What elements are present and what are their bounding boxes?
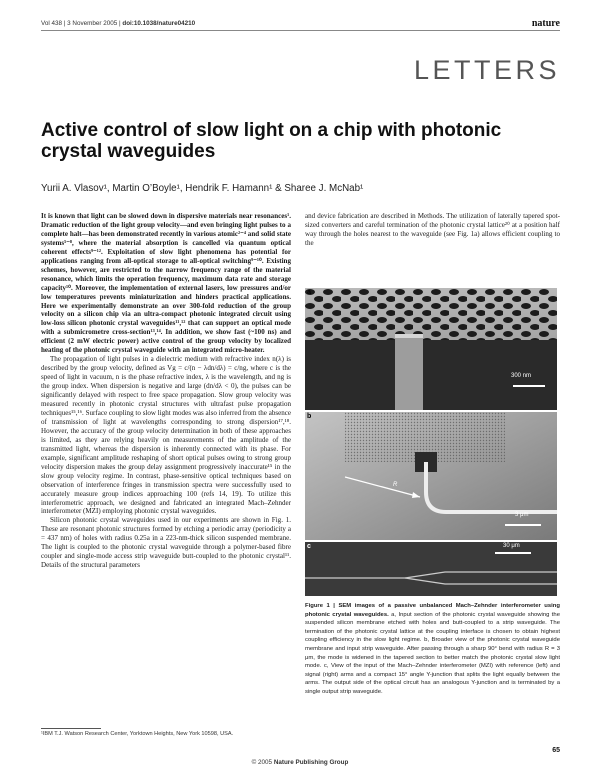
panel-label: c bbox=[307, 543, 311, 550]
author-list: Yurii A. Vlasov¹, Martin O’Boyle¹, Hendrik F. Hamann¹ & Sharee J. McNab¹ bbox=[41, 183, 364, 194]
body-paragraph: and device fabrication are described in Methods. The utilization of laterally tapered spot-sized converters and careful termination of the photonic crystal lattice²⁰ at a position half way through the holes nearest to the waveguide (see Fig. 1a) allows efficient coupling to the bbox=[305, 212, 560, 247]
panel-label: a bbox=[307, 289, 311, 296]
article-title: Active control of slow light on a chip with photonic crystal waveguides bbox=[41, 120, 502, 162]
figure-panel-c bbox=[305, 542, 557, 596]
header-divider bbox=[41, 30, 560, 31]
sem-image-b bbox=[305, 412, 557, 540]
figure-panel-a bbox=[305, 288, 557, 410]
figure-1 bbox=[305, 288, 557, 596]
scale-bar-label: 30 μm bbox=[503, 543, 520, 549]
scale-bar-label: 300 nm bbox=[511, 373, 532, 379]
bend-radius-label: R bbox=[393, 482, 398, 488]
figure-caption bbox=[305, 602, 560, 697]
publisher-name: Nature Publishing Group bbox=[273, 759, 349, 766]
abstract: It is known that light can be slowed down in dispersive materials near resonances¹. Dramatic reduction of the light group velocity—and even bringing light pulses to a complete halt—has been demonstrated recently in various atomic²⁻⁴ and solid state systems⁵⁻⁸, where the material absorption is cancelled via quantum optical coherent effects⁹⁻¹². Exploitation of slow light phenomena has potential for applications ranging from all-optical storage to all-optical switching⁹⁻¹⁰. Existing schemes, however, are restricted to the narrow frequency range of the material resonance, which limits the operation frequency, maximum data rate and storage capacity¹⁰. Moreover, the implementation of external lasers, low pressures and/or low temperatures prevents miniaturization and hinders practical applications. Here we experimentally demonstrate an over 300-fold reduction of the group velocity on a silicon chip via an ultra-compact photonic integrated circuit using low-loss silicon photonic crystal waveguides¹¹,¹² that can support an optical mode with a submicrometre cross-section¹³,¹⁴. In addition, we show fast (~100 ns) and efficient (2 mW electric power) active control of the group velocity by localized heating of the photonic crystal waveguide with an integrated micro-heater. bbox=[41, 212, 291, 355]
body-paragraph: Silicon photonic crystal waveguides used in our experiments are shown in Fig. 1. These are resonant photonic structures formed by etching a periodic array (periodicity a = 437 nm) of holes with radius 0.25a in a 223-nm-thick silicon suspended membrane. The light is coupled to the photonic crystal waveguide through a polymer-based fibre coupler and single-mode access strip waveguide butt-coupled to the photonic crystal¹¹. Details of the structural parameters bbox=[41, 516, 291, 570]
affiliation-divider bbox=[41, 728, 101, 729]
caption-body: a, Input section of the photonic crystal waveguide showing the suspended silicon membrane etched with holes and butt-coupled to a strip waveguide. The termination of the photonic crystal lattice at the coupling interface is chosen to obtain highest coupling efficiency in the slow light regime. b, Broader view of the photonic crystal waveguide membrane and input strip waveguide. After passing through a sharp 90° bend with radius R = 3 μm, the mode is widened in the tapered section to better match the photonic crystal slow light mode. c, View of the input of the Mach–Zehnder interferometer (MZI) with reference (left) and signal (right) arms and a compact 15° angle Y-junction that splits the light equally between the arms. The output side of the optical circuit has an analogous Y-junction and is terminated by a single output strip waveguide. bbox=[305, 611, 560, 695]
citation-text: Vol 438 | 3 November 2005 | bbox=[41, 20, 123, 27]
figure-panel-b bbox=[305, 412, 557, 540]
page-number: 65 bbox=[552, 747, 560, 754]
section-label: LETTERS bbox=[413, 55, 560, 85]
doi-link[interactable]: doi:10.1038/nature04210 bbox=[122, 20, 196, 27]
journal-logo: nature bbox=[531, 18, 560, 29]
panel-label: b bbox=[307, 413, 312, 420]
running-header bbox=[41, 20, 195, 27]
caption-title: Figure 1 | SEM images of a passive unbalanced Mach–Zehnder interferometer using photonic crystal waveguides. bbox=[305, 603, 560, 618]
text-column-right bbox=[305, 212, 560, 248]
copyright-text: © 2005 bbox=[251, 759, 274, 766]
footer-copyright bbox=[0, 759, 600, 766]
text-column-left bbox=[41, 212, 291, 570]
sem-image-c bbox=[305, 542, 557, 596]
affiliation: ¹IBM T.J. Watson Research Center, Yorktown Heights, New York 10598, USA. bbox=[41, 731, 234, 737]
scale-bar-label: 3 μm bbox=[515, 512, 529, 518]
sem-image-a bbox=[305, 288, 557, 410]
body-paragraph: The propagation of light pulses in a dielectric medium with refractive index n(λ) is described by the group velocity, defined as Vg = c/(n − λdn/dλ) = c/ng, where c is the speed of light in vacuum, n is the phase refractive index, λ is the wavelength, and ng is the group index. When dispersion is negative and large (dn/dλ < 0), the pulses can be significantly delayed with respect to free space propagation. Slow group velocity was measured recently in photonic crystal structures with ultrafast pulse propagation techniques¹⁵,¹⁶. Surface coupling to slow light modes was also inferred from the absence of transmission of light at wavelengths corresponding to strong dispersion¹⁷,¹⁸. However, the accuracy of the group velocity determination in both of these approaches is limited, as they are relying heavily on measurements of the amplitude of the transmitted light, whereas the dispersion is inherently connected with its phase. For example, significant amplitude reshaping of short optical pulses owing to strong group velocity dispersion makes the group delay assignment progressively inaccurate¹⁵ in the slow group velocity regime. In contrast, phase-sensitive optical techniques based on observation of interference fringes in transmission spectra were successfully used to accurately measure group indices approaching 100 (refs 14, 19). To utilize this interferometric approach, we designed and fabricated an integrated Mach–Zehnder interferometer (MZI) employing photonic crystal waveguides. bbox=[41, 355, 291, 516]
